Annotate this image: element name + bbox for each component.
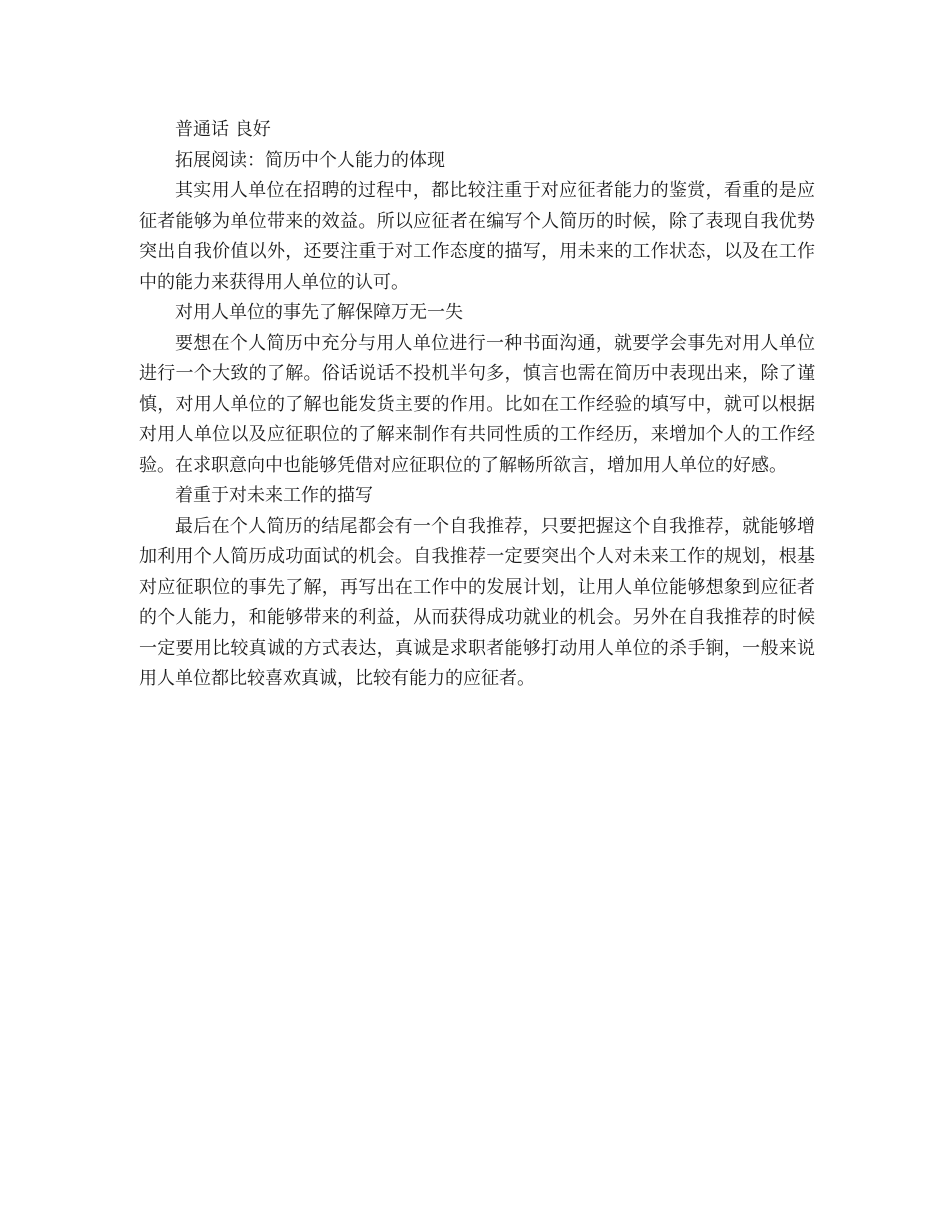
paragraph-future-work: 最后在个人简历的结尾都会有一个自我推荐，只要把握这个自我推荐，就能够增加利用个人简历成功面试的机会。自我推荐一定要突出个人对未来工作的规划，根基对应征职位的事先了解，再写出在工作中的发展计划，让用人单位能够想象到应征者的个人能力，和能够带来的利益，从而获得成功就业的机会。另外在自我推荐的时候一定要用比较真诚的方式表达，真诚是求职者能够打动用人单位的杀手锏，一般来说用人单位都比较喜欢真诚，比较有能力的应征者。 [139,515,815,689]
line-mandarin-level: 普通话 良好 [175,119,271,140]
paragraph-intro: 其实用人单位在招聘的过程中，都比较注重于对应征者能力的鉴赏，看重的是应征者能够为单位带来的效益。所以应征者在编写个人简历的时候，除了表现自我优势突出自我价值以外，还要注重于对工作态度的描写，用未来的工作状态，以及在工作中的能力来获得用人单位的认可。 [139,180,815,293]
subheading-employer-research: 对用人单位的事先了解保障万无一失 [175,302,463,323]
heading-extended-reading: 拓展阅读：简历中个人能力的体现 [175,149,445,171]
subheading-future-work: 着重于对未来工作的描写 [175,485,373,506]
paragraph-employer-research: 要想在个人简历中充分与用人单位进行一种书面沟通，就要学会事先对用人单位进行一个大致的了解。俗话说话不投机半句多，慎言也需在简历中表现出来，除了谨慎，对用人单位的了解也能发货主要的作用。比如在工作经验的填写中，就可以根据对用人单位以及应征职位的了解来制作有共同性质的工作经历，来增加个人的工作经验。在求职意向中也能够凭借对应征职位的了解畅所欲言，增加用人单位的好感。 [139,332,815,476]
document-body [139,115,815,695]
